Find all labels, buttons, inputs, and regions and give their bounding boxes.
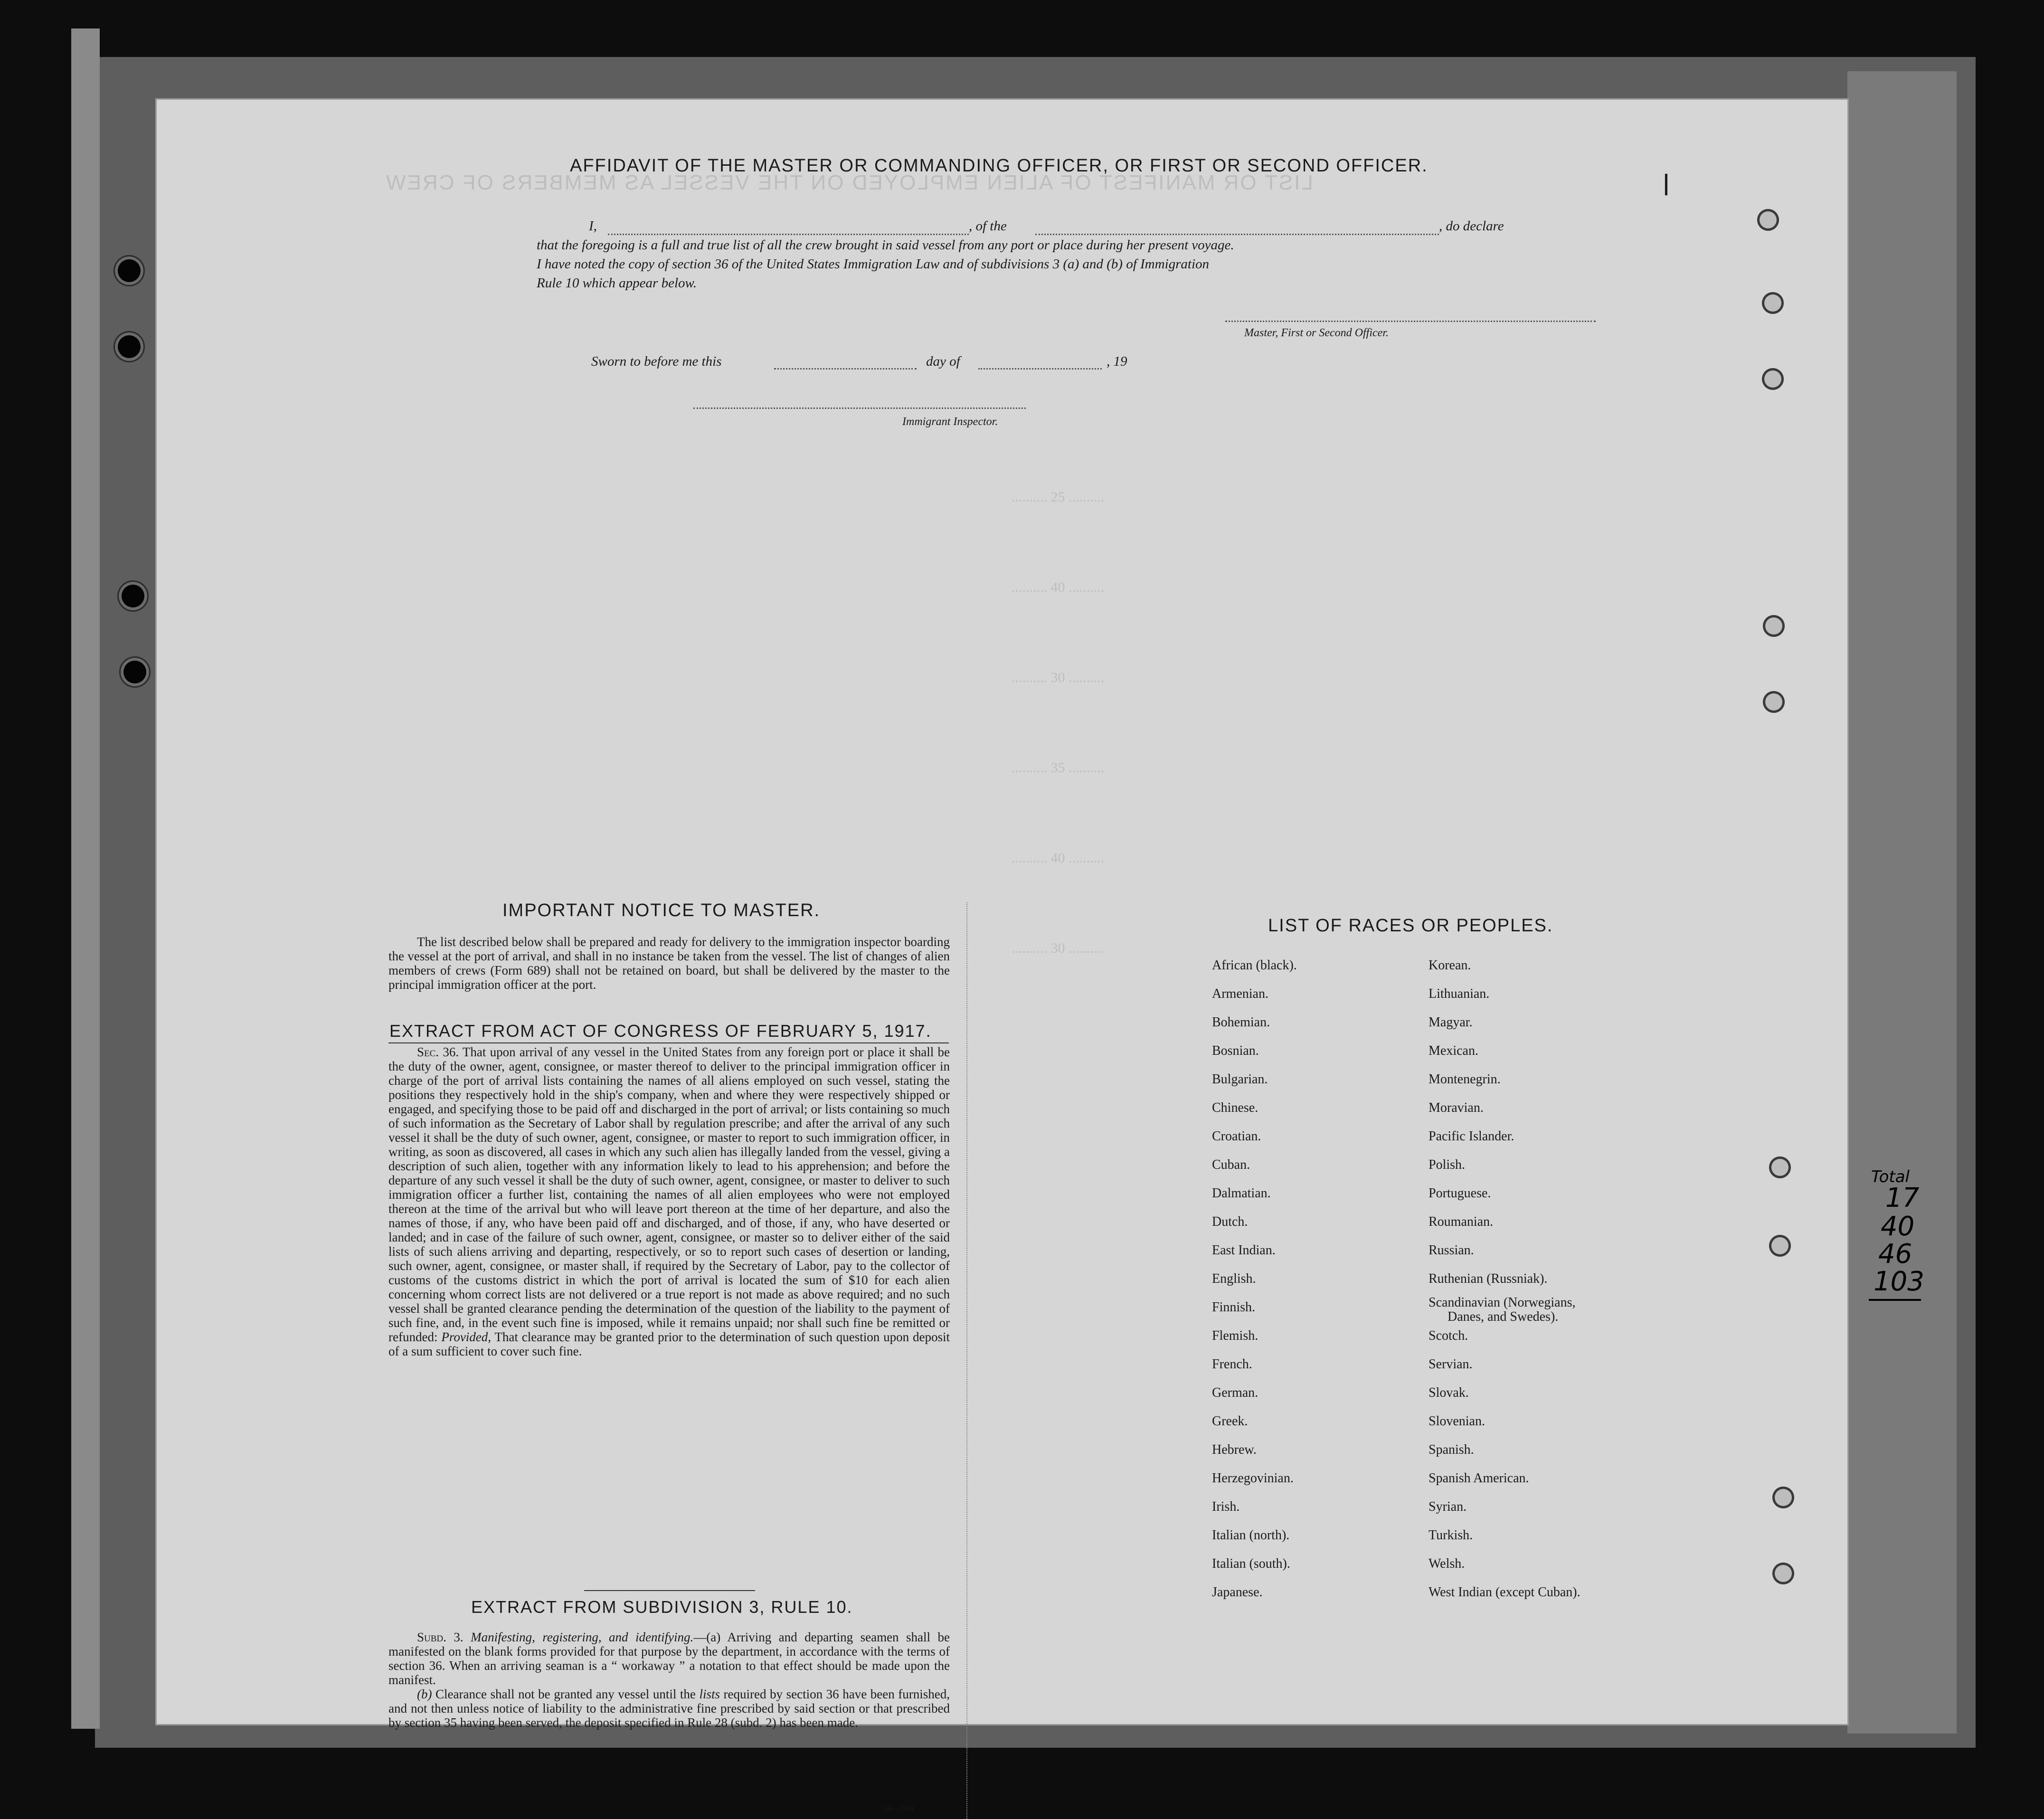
subdivision-text xyxy=(388,1630,950,1730)
race-item: Irish. xyxy=(1212,1499,1240,1514)
race-item: Magyar. xyxy=(1429,1015,1473,1030)
notice-title: IMPORTANT NOTICE TO MASTER. xyxy=(502,900,821,920)
race-item: Pacific Islander. xyxy=(1429,1129,1514,1144)
section-label: Sec. 36. xyxy=(417,1045,459,1059)
section-body-end: That clearance may be granted prior to the determination of such question upon deposit of a sum sufficient to cover such fine. xyxy=(388,1330,950,1358)
binder-hole-right xyxy=(1772,1487,1794,1508)
sworn-month-blank[interactable] xyxy=(978,368,1102,369)
binder-hole-right xyxy=(1757,209,1779,231)
binder-hole-right xyxy=(1772,1563,1794,1584)
race-item: English. xyxy=(1212,1271,1256,1286)
bleed-through-row: .......... 30 .......... xyxy=(1012,670,1104,685)
race-item: Lithuanian. xyxy=(1429,986,1490,1001)
affidavit-title: AFFIDAVIT OF THE MASTER OR COMMANDING OFFICER, OR FIRST OR SECOND OFFICER. xyxy=(570,156,1428,176)
section-body: That upon arrival of any vessel in the United States from any foreign port or place it shall be the duty of the owner, agent, consignee, or master thereof to deliver to the principal immigration officer in charge of the port of arrival lists containing the names of all aliens employed on such vessel, stating the positions they respectively hold in the ship's company, when and where they were respectively shipped or engaged, and specifying those to be paid off and discharged in the port of arrival; or lists containing so much of such information as the Secretary of Labor shall by regulation prescribe; and after the arrival of any such vessel it shall be the duty of such owner, agent, consignee, or master to report to such immigration officer, in writing, as soon as discovered, all cases in which any such alien has illegally landed from the vessel, giving a description of such alien, together with any information likely to lead to his apprehension; and before the departure of any such vessel it shall be the duty of such owner, agent, consignee, or master to deliver to such immigration officer a further list, containing the names of all alien employees who were not employed thereon at the time of the arrival but who will leave port thereon at the time of her departure, and also the names of those, if any, who have been paid off and discharged, and of those, if any, who have deserted or landed; and in case of the failure of such owner, agent, consignee, or master so to deliver either of the said lists of such aliens arriving and departing, respectively, or so to report such cases of desertion or landing, such owner, agent, consignee, or master shall, if required by the Secretary of Labor, pay to the collector of customs of the customs district in which the port of arrival is located the sum of $10 for each alien concerning whom correct lists are not delivered or a true report is not made as above required; and no such vessel shall be granted clearance pending the determination of the question of the liability to the payment of such fine, and, in the event such fine is imposed, while it remains unpaid; nor shall such fine be remitted or refunded: xyxy=(388,1045,950,1344)
provided-word: Provided, xyxy=(441,1330,492,1344)
sworn-day-blank[interactable] xyxy=(774,368,917,369)
affidavit-line3: I have noted the copy of section 36 of the United States Immigration Law and of subdivisions 3 (a) and (b) of Immigration xyxy=(537,256,1210,272)
race-item: Flemish. xyxy=(1212,1328,1259,1343)
race-item: Scandinavian (Norwegians, xyxy=(1429,1295,1576,1310)
name-blank[interactable] xyxy=(608,234,969,235)
section-36-paragraph xyxy=(388,1045,950,1358)
affidavit-line1-declare: , do declare xyxy=(1439,218,1504,234)
race-item: Slovak. xyxy=(1429,1385,1469,1400)
subd-caption: Manifesting, registering, and identifying. xyxy=(471,1630,694,1644)
binder-hole-left xyxy=(115,256,143,285)
notice-paragraph: The list described below shall be prepared and ready for delivery to the immigration inspector boarding the vessel at the port of arrival, and shall in no instance be taken from the vessel. The list of changes of alien members of crews (Form 689) shall not be retained on board, but shall be delivered by the master to the principal immigration officer at the port. xyxy=(388,935,950,992)
race-item: Bulgarian. xyxy=(1212,1072,1268,1087)
bleed-through-row: .......... 35 .......... xyxy=(1012,760,1104,776)
race-item: Greek. xyxy=(1212,1414,1248,1429)
bleed-through-row: .......... 30 .......... xyxy=(1012,940,1104,956)
race-item: West Indian (except Cuban). xyxy=(1429,1585,1580,1600)
race-item: German. xyxy=(1212,1385,1259,1400)
race-item: Servian. xyxy=(1429,1357,1473,1372)
race-item: Montenegrin. xyxy=(1429,1072,1501,1087)
signature-blank[interactable] xyxy=(1225,321,1596,322)
race-item: Portuguese. xyxy=(1429,1186,1491,1201)
binder-hole-left xyxy=(119,582,147,610)
binder-hole-right xyxy=(1763,615,1785,637)
bleed-through-row: .......... 40 .......... xyxy=(1012,579,1104,595)
race-item: Mexican. xyxy=(1429,1043,1478,1058)
binder-hole-left xyxy=(115,332,143,361)
binder-hole-right xyxy=(1762,368,1784,390)
race-item: Cuban. xyxy=(1212,1157,1250,1172)
act-extract-title: EXTRACT FROM ACT OF CONGRESS OF FEBRUARY 5, 1917. xyxy=(389,1021,932,1041)
race-item: Turkish. xyxy=(1429,1528,1473,1543)
backing-edge xyxy=(1847,71,1957,1734)
race-item: French. xyxy=(1212,1357,1252,1372)
handwritten-total: 46 xyxy=(1878,1239,1912,1270)
handwritten-total: 40 xyxy=(1881,1211,1915,1242)
bleed-through-row: .......... 25 .......... xyxy=(1012,489,1104,505)
year-text: , 19 xyxy=(1107,354,1127,369)
race-item: Italian (north). xyxy=(1212,1528,1290,1543)
race-item: Moravian. xyxy=(1429,1100,1484,1115)
vessel-blank[interactable] xyxy=(1035,234,1439,235)
binder-hole-right xyxy=(1763,691,1785,713)
race-item: Syrian. xyxy=(1429,1499,1467,1514)
center-fold xyxy=(966,902,967,1819)
subdivision-para-a xyxy=(388,1630,950,1687)
affidavit-line1-i: I, xyxy=(589,218,597,234)
affidavit-line2: that the foregoing is a full and true list of all the crew brought in said vessel from any port or place during her present voyage. xyxy=(537,237,1234,253)
handwritten-underline xyxy=(1869,1299,1921,1301)
race-item: Bosnian. xyxy=(1212,1043,1259,1058)
section-36-text xyxy=(388,1045,950,1358)
subd-label: Subd. 3. xyxy=(417,1630,464,1644)
race-item: Italian (south). xyxy=(1212,1556,1290,1571)
binder-hole-right xyxy=(1762,292,1784,314)
day-of-text: day of xyxy=(926,354,960,369)
race-item: Herzegovinian. xyxy=(1212,1471,1294,1486)
signer-caption: Master, First or Second Officer. xyxy=(1244,327,1389,339)
race-item: East Indian. xyxy=(1212,1243,1276,1258)
race-item: African (black). xyxy=(1212,958,1297,973)
race-item: Finnish. xyxy=(1212,1300,1256,1315)
race-item: Roumanian. xyxy=(1429,1214,1494,1229)
races-title: LIST OF RACES OR PEOPLES. xyxy=(1268,916,1553,936)
act-title-rule xyxy=(388,1042,949,1043)
race-item: Polish. xyxy=(1429,1157,1466,1172)
handwritten-total: 103 xyxy=(1874,1266,1924,1297)
race-item: Dalmatian. xyxy=(1212,1186,1271,1201)
para-b-lists: lists xyxy=(699,1687,720,1701)
bleed-through-row: .......... 40 .......... xyxy=(1012,850,1104,866)
binder-hole-left xyxy=(121,658,149,686)
race-item: Slovenian. xyxy=(1429,1414,1485,1429)
race-item: Japanese. xyxy=(1212,1585,1263,1600)
race-item: Spanish. xyxy=(1429,1442,1474,1457)
race-item: Russian. xyxy=(1429,1243,1474,1258)
race-item: Korean. xyxy=(1429,958,1471,973)
para-b-label: (b) xyxy=(417,1687,432,1701)
affidavit-line4: Rule 10 which appear below. xyxy=(537,275,697,291)
race-item: Dutch. xyxy=(1212,1214,1248,1229)
backing-sheet-2 xyxy=(71,28,100,1729)
handwritten-total: 17 xyxy=(1885,1183,1920,1213)
sworn-text: Sworn to before me this xyxy=(591,354,722,369)
notice-text xyxy=(388,935,950,992)
race-item-continued: Danes, and Swedes). xyxy=(1448,1309,1559,1324)
race-item: Scotch. xyxy=(1429,1328,1468,1343)
ink-mark: ❘ xyxy=(1657,171,1675,195)
race-item: Spanish American. xyxy=(1429,1471,1529,1486)
affidavit-line1-of: , of the xyxy=(969,218,1007,234)
rule-extract-title: EXTRACT FROM SUBDIVISION 3, RULE 10. xyxy=(471,1597,853,1617)
race-item: Chinese. xyxy=(1212,1100,1259,1115)
race-item: Armenian. xyxy=(1212,986,1268,1001)
race-item: Welsh. xyxy=(1429,1556,1465,1571)
form-page xyxy=(157,100,1847,1813)
subd-para-a-text: —(a) Arriving and departing seamen shall be manifested on the blank forms provided for that purpose by the department, in accordance with the terms of section 36. When an arriving seaman is a “ workaway ” a notation to that effect should be made upon the manifest. xyxy=(388,1630,950,1687)
race-item: Ruthenian (Russniak). xyxy=(1429,1271,1548,1286)
rule-divider xyxy=(584,1590,755,1591)
binder-hole-right xyxy=(1769,1235,1791,1257)
race-item: Bohemian. xyxy=(1212,1015,1270,1030)
form-number: 14—1549 xyxy=(883,1805,914,1813)
race-item: Hebrew. xyxy=(1212,1442,1257,1457)
handwritten-total-label: Total xyxy=(1871,1167,1910,1186)
inspector-caption: Immigrant Inspector. xyxy=(902,416,998,428)
para-b-text-2: required by section 36 have been furnished, and not then unless notice of liability to the administrative fine prescribed by said section or that prescribed by section 35 having been served, the deposit specified in Rule 28 (subd. 2) has been made. xyxy=(388,1687,950,1730)
race-item: Croatian. xyxy=(1212,1129,1261,1144)
inspector-blank[interactable] xyxy=(693,407,1026,409)
binder-hole-right xyxy=(1769,1156,1791,1178)
subdivision-para-b xyxy=(388,1687,950,1730)
bleed-through-heading: LIST OR MANIFEST OF ALIEN EMPLOYED ON THE VESSEL AS MEMBERS OF CREW xyxy=(385,171,1313,194)
para-b-text-1: Clearance shall not be granted any vessel until the xyxy=(435,1687,696,1701)
